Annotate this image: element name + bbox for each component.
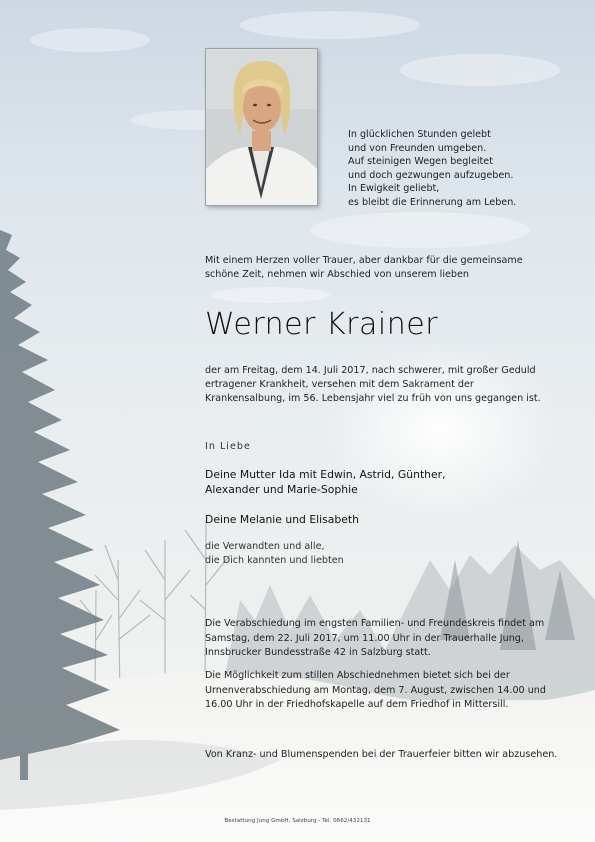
portrait-illustration [206,49,317,205]
poem-line: Auf steinigen Wegen begleitet [348,156,493,168]
poem-line: es bleibt die Erinnerung am Leben. [348,196,517,208]
poem-line: und von Freunden umgeben. [348,142,487,154]
death-details: der am Freitag, dem 14. Juli 2017, nach schwerer, mit großer Geduld ertragener Krankheit, versehen mit dem Sakrament der Krankensalbung, im 56. Lebensjahr viel zu früh von uns gegangen ist. [205,365,541,404]
deceased-name: Werner Krainer [205,307,439,342]
intro-text: Mit einem Herzen voller Trauer, aber dankbar für die gemeinsame schöne Zeit, nehmen wir Abschied von unserem lieben [205,255,523,280]
urn-farewell-info: Die Möglichkeit zum stillen Abschiednehmen bietet sich bei der Urnenverabschiedung am Montag, dem 7. August, zwischen 14.00 und 16.00 Uhr in der Friedhofskapelle auf dem Friedhof in Mittersill. [205,670,546,710]
mourners-line: die Dich kannten und liebten [205,555,344,566]
poem-line: und doch gezwungen aufzugeben. [348,169,514,181]
mourners-line: Deine Mutter Ida mit Edwin, Astrid, Günther, [205,468,446,481]
mourners-partner: Deine Melanie und Elisabeth [205,513,359,526]
mourners-line: die Verwandten und alle, [205,541,325,552]
funeral-home-footer: Bestattung Jung GmbH, Salzburg - Tel. 0662/432131 [224,818,371,824]
poem-line: In glücklichen Stunden gelebt [348,129,491,140]
flowers-note: Von Kranz- und Blumenspenden bei der Trauerfeier bitten wir abzusehen. [205,749,558,760]
mourners-relatives [205,540,344,568]
mourners-mother [205,467,525,497]
mourners-line: Alexander und Marie-Sophie [205,483,358,496]
poem [348,128,516,210]
in-love-heading: In Liebe [205,441,251,452]
poem-line: In Ewigkeit geliebt, [348,183,440,195]
portrait-photo [205,48,318,206]
ceremony-info: Die Verabschiedung im engsten Familien- und Freundeskreis findet am Samstag, dem 22. Juli 2017, um 11.00 Uhr in der Trauerhalle Jung, Innsbrucker Bundesstraße 42 in Salzburg statt. [205,618,545,658]
